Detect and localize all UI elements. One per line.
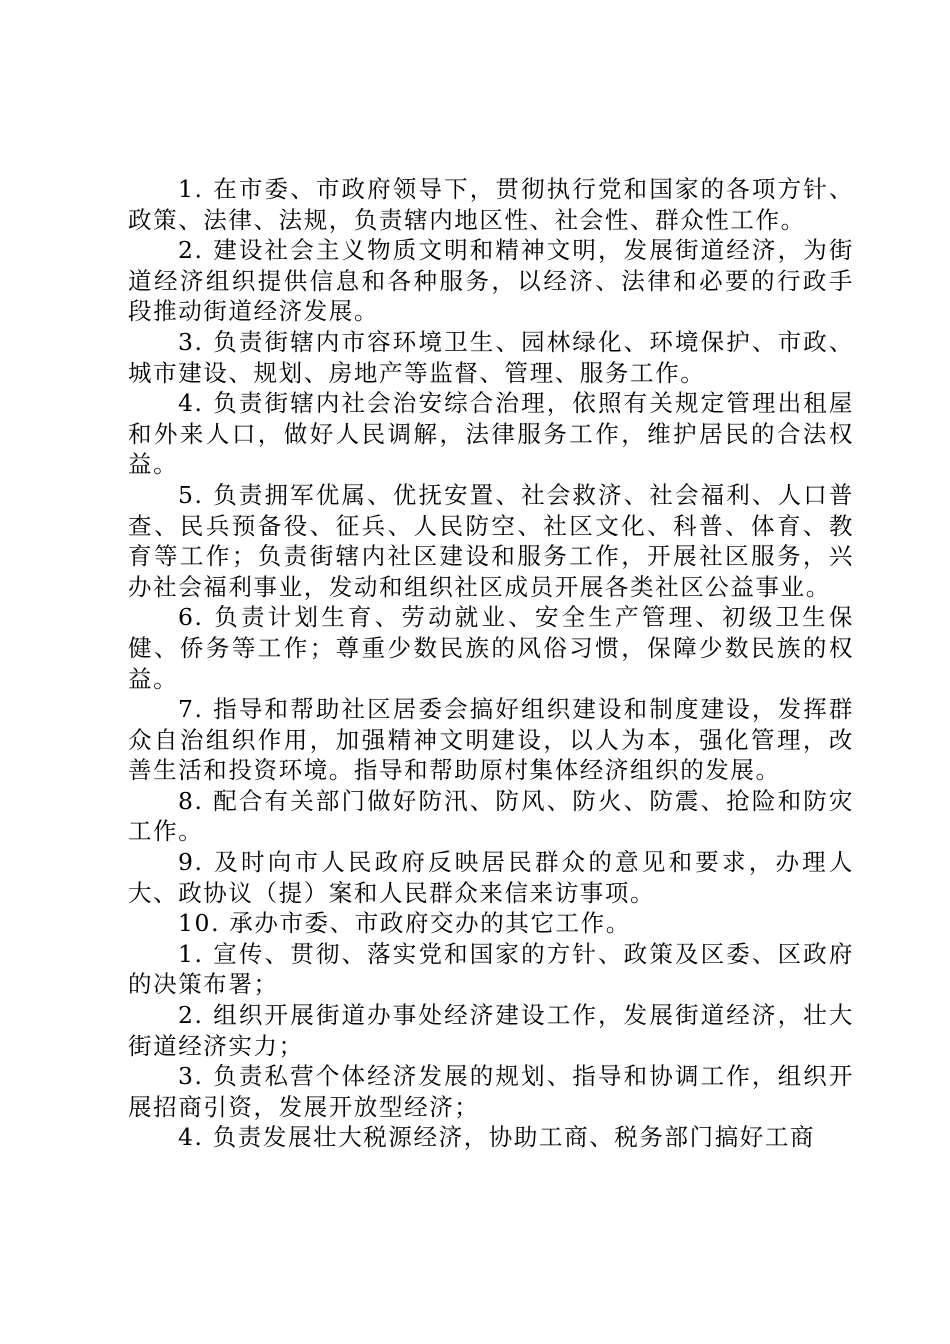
- paragraph-13: 3. 负责私营个体经济发展的规划、指导和协调工作，组织开展招商引资，发展开放型经济；: [128, 1062, 854, 1121]
- paragraph-4: 4. 负责街辖内社会治安综合治理，依照有关规定管理出租屋和外来人口，做好人民调解，法律服务工作，维护居民的合法权益。: [128, 389, 854, 479]
- paragraph-9: 9. 及时向市人民政府反映居民群众的意见和要求，办理人大、政协议（提）案和人民群众来信来访事项。: [128, 848, 854, 907]
- paragraph-1: 1. 在市委、市政府领导下，贯彻执行党和国家的各项方针、政策、法律、法规，负责辖内地区性、社会性、群众性工作。: [128, 175, 854, 234]
- document-body: [128, 174, 854, 1153]
- paragraph-8: 8. 配合有关部门做好防汛、防风、防火、防震、抢险和防灾工作。: [128, 786, 854, 846]
- paragraph-7: 7. 指导和帮助社区居委会搞好组织建设和制度建设，发挥群众自治组织作用，加强精神文明建设，以人为本，强化管理，改善生活和投资环境。指导和帮助原村集体经济组织的发展。: [128, 695, 854, 785]
- paragraph-11: 1. 宣传、贯彻、落实党和国家的方针、政策及区委、区政府的决策布署；: [128, 939, 854, 999]
- paragraph-14: 4. 负责发展壮大税源经济，协助工商、税务部门搞好工商: [178, 1123, 816, 1152]
- paragraph-3: 3. 负责街辖内市容环境卫生、园林绿化、环境保护、市政、城市建设、规划、房地产等监督、管理、服务工作。: [128, 327, 854, 387]
- paragraph-5: 5. 负责拥军优属、优抚安置、社会救济、社会福利、人口普查、民兵预备役、征兵、人民防空、社区文化、科普、体育、教育等工作；负责街辖内社区建设和服务工作，开展社区服务，兴办社会福利事业，发动和组织社区成员开展各类社区公益事业。: [128, 480, 854, 601]
- paragraph-2: 2. 建设社会主义物质文明和精神文明，发展街道经济，为街道经济组织提供信息和各种服务，以经济、法律和必要的行政手段推动街道经济发展。: [128, 236, 854, 326]
- paragraph-10: 10. 承办市委、市政府交办的其它工作。: [178, 909, 631, 938]
- paragraph-12: 2. 组织开展街道办事处经济建设工作，发展街道经济，壮大街道经济实力；: [128, 1001, 854, 1060]
- paragraph-6: 6. 负责计划生育、劳动就业、安全生产管理、初级卫生保健、侨务等工作；尊重少数民族的风俗习惯，保障少数民族的权益。: [128, 603, 854, 693]
